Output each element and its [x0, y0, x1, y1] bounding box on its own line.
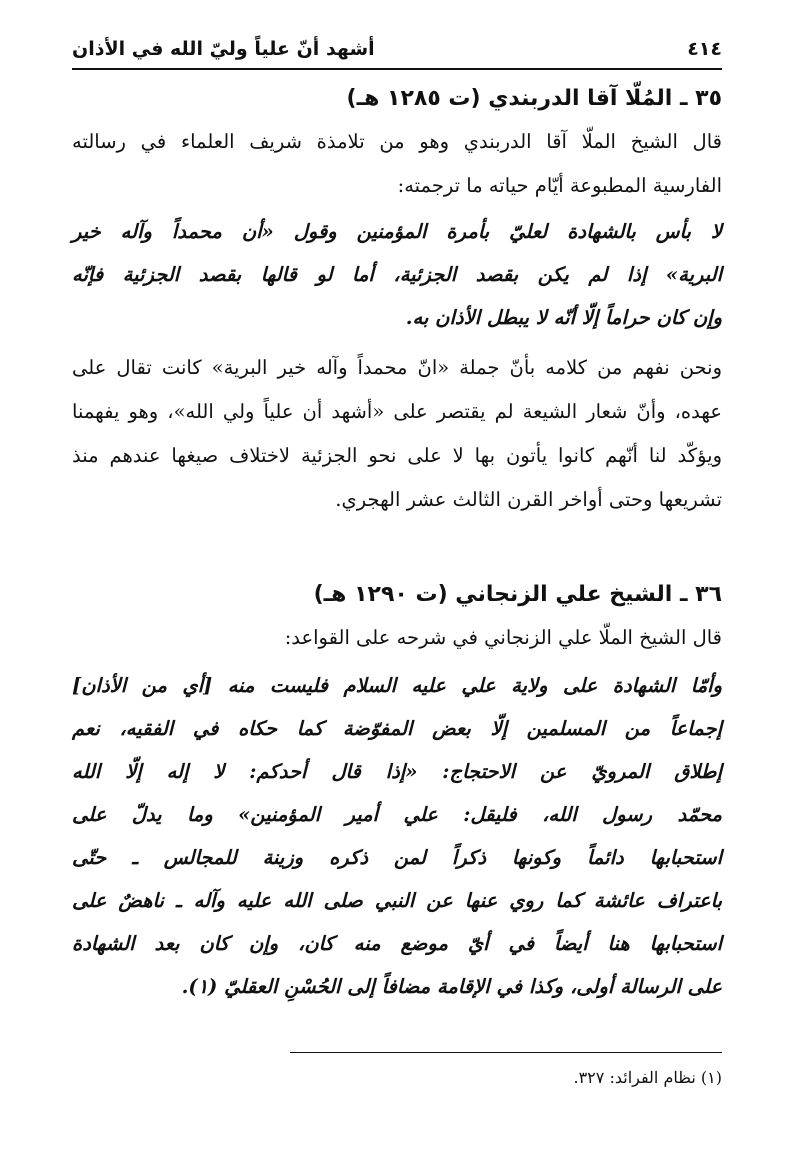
quote-line: إطلاق المرويّ عن الاحتجاج: «إذا قال أحدكم: لا إله إلّا الله — [72, 760, 722, 783]
comment-paragraph-35 — [72, 346, 722, 522]
text-line: ونحن نفهم من كلامه بأنّ جملة «انّ محمداً وآله خير البرية» كانت تقال على — [72, 356, 722, 379]
quote-line: وإن كان حراماً إلّا أنّه لا يبطل الأذان به. — [405, 306, 722, 329]
quote-block-35 — [72, 210, 722, 339]
quote-line: باعتراف عائشة كما روي عنها عن النبي صلى الله عليه وآله ـ ناهضٌ على — [72, 889, 722, 912]
text-line: تشريعها وحتى أواخر القرن الثالث عشر الهجري. — [335, 488, 722, 511]
quote-line: البرية» إذا لم يكن بقصد الجزئية، أما لو قالها بقصد الجزئية فإنّه — [72, 263, 722, 286]
section-heading-36: ٣٦ ـ الشيخ علي الزنجاني (ت ١٢٩٠ هـ) — [313, 582, 722, 607]
text-line: ويؤكّد لنا أنّهم كانوا يأتون بها لا على نحو الجزئية لاختلاف صيغها عندهم منذ — [72, 444, 722, 467]
intro-paragraph-35 — [72, 120, 722, 208]
text-line: قال الشيخ الملّا آقا الدربندي وهو من تلامذة شريف العلماء في رسالته — [72, 130, 722, 153]
page-number: ٤١٤ — [687, 38, 722, 60]
footnote: (١) نظام الفرائد: ٣٢٧. — [573, 1068, 722, 1087]
quote-line: محمّد رسول الله، فليقل: علي أمير المؤمنين» وما يدلّ على — [72, 803, 722, 826]
quote-line: وأمّا الشهادة على ولاية علي عليه السلام فليست منه [أي من الأذان] — [72, 674, 722, 697]
running-title: أشهد أنّ علياً وليّ الله في الأذان — [72, 38, 375, 60]
quote-line: على الرسالة أولى، وكذا في الإقامة مضافاً إلى الحُسْنِ العقليّ (١). — [181, 975, 722, 998]
text-line: عهده، وأنّ شعار الشيعة لم يقتصر على «أشهد أن علياً ولي الله»، وهو يفهمنا — [72, 400, 722, 423]
intro-paragraph-36 — [72, 616, 722, 660]
quote-line: استحبابها دائماً وكونها ذكراً لمن ذكره وزينة للمجالس ـ حتّى — [72, 846, 722, 869]
header-rule — [72, 68, 722, 70]
text-line: الفارسية المطبوعة أيّام حياته ما ترجمته: — [397, 174, 722, 197]
quote-line: لا بأس بالشهادة لعليّ بأمرة المؤمنين وقول «أن محمداً وآله خير — [72, 220, 722, 243]
text-line: قال الشيخ الملّا علي الزنجاني في شرحه على القواعد: — [284, 626, 722, 649]
page-header — [72, 32, 722, 66]
section-heading-35: ٣٥ ـ المُلّا آقا الدربندي (ت ١٢٨٥ هـ) — [346, 86, 722, 111]
quote-line: إجماعاً من المسلمين إلّا بعض المفوّضة كما حكاه في الفقيه، نعم — [72, 717, 722, 740]
quote-block-36 — [72, 664, 722, 1008]
footnote-rule — [290, 1052, 722, 1053]
quote-line: استحبابها هنا أيضاً في أيّ موضع منه كان، وإن كان بعد الشهادة — [72, 932, 722, 955]
